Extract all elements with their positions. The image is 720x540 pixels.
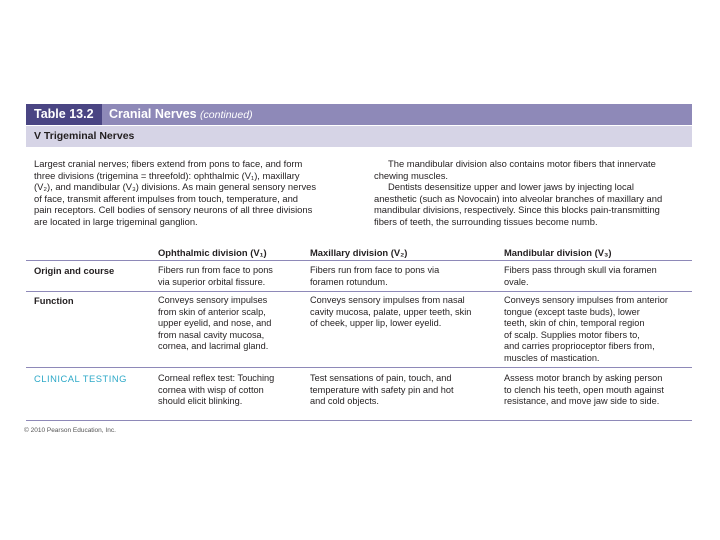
- intro-right-paragraph-2: Dentists desensitize upper and lower jaws by injecting local anesthetic (such as Novocain) into alveolar branches of maxillary and mandibular divisions, respectively. Since this blocks pain-transmitting fibers of teeth, the surrounding tissues become numb.: [374, 181, 663, 227]
- cell-origin-maxillary: Fibers run from face to pons via foramen rotundum.: [310, 265, 440, 287]
- col-header-maxillary: Maxillary division (V₂): [310, 247, 408, 258]
- row-label-origin: Origin and course: [34, 265, 115, 276]
- cell-clinical-ophthalmic: Corneal reflex test: Touching cornea with wisp of cotton should elicit blinking.: [158, 373, 275, 407]
- table-subtitle: (continued): [200, 109, 253, 121]
- cell-origin-mandibular: Fibers pass through skull via foramen ovale.: [504, 265, 657, 287]
- table-title: Cranial Nerves: [109, 107, 197, 121]
- row-label-clinical-testing: CLINICAL TESTING: [34, 373, 127, 384]
- cell-function-ophthalmic: Conveys sensory impulses from skin of anterior scalp, upper eyelid, and nose, and from nasal cavity mucosa, cornea, and lacrimal gland.: [158, 295, 272, 352]
- cell-origin-ophthalmic: Fibers run from face to pons via superior orbital fissure.: [158, 265, 273, 287]
- cell-clinical-mandibular: Assess motor branch by asking person to clench his teeth, open mouth against resistance, and move jaw side to side.: [504, 373, 664, 407]
- section-title: V Trigeminal Nerves: [34, 130, 135, 142]
- divider: [26, 291, 692, 292]
- section-header: [26, 126, 692, 147]
- col-header-mandibular: Mandibular division (V₃): [504, 247, 612, 258]
- cell-function-mandibular: Conveys sensory impulses from anterior tongue (except taste buds), lower teeth, skin of chin, temporal region of scalp. Supplies motor fibers to, and carries proprioceptor fibers from, muscles of mastication.: [504, 295, 668, 363]
- cell-clinical-maxillary: Test sensations of pain, touch, and temperature with safety pin and hot and cold objects.: [310, 373, 454, 407]
- copyright-text: © 2010 Pearson Education, Inc.: [24, 427, 116, 434]
- divider: [26, 420, 692, 421]
- row-label-function: Function: [34, 295, 74, 306]
- table-title-group: [109, 104, 253, 126]
- intro-right-paragraph-1: The mandibular division also contains motor fibers that innervate chewing muscles.: [374, 158, 656, 181]
- divider: [26, 367, 692, 368]
- col-header-ophthalmic: Ophthalmic division (V₁): [158, 247, 267, 258]
- cell-function-maxillary: Conveys sensory impulses from nasal cavity mucosa, palate, upper teeth, skin of cheek, upper lip, lower eyelid.: [310, 295, 472, 329]
- divider: [26, 260, 692, 261]
- table-number: Table 13.2: [34, 107, 94, 121]
- intro-left-paragraph: Largest cranial nerves; fibers extend from pons to face, and form three divisions (trigemina = threefold): ophthalmic (V₁), maxillary (V₂), and mandibular (V₃) divisions. As main general sensory nerves of face, transmit afferent impulses from touch, temperature, and pain receptors. Cell bodies of sensory neurons of all three divisions are located in large trigeminal ganglion.: [34, 158, 317, 227]
